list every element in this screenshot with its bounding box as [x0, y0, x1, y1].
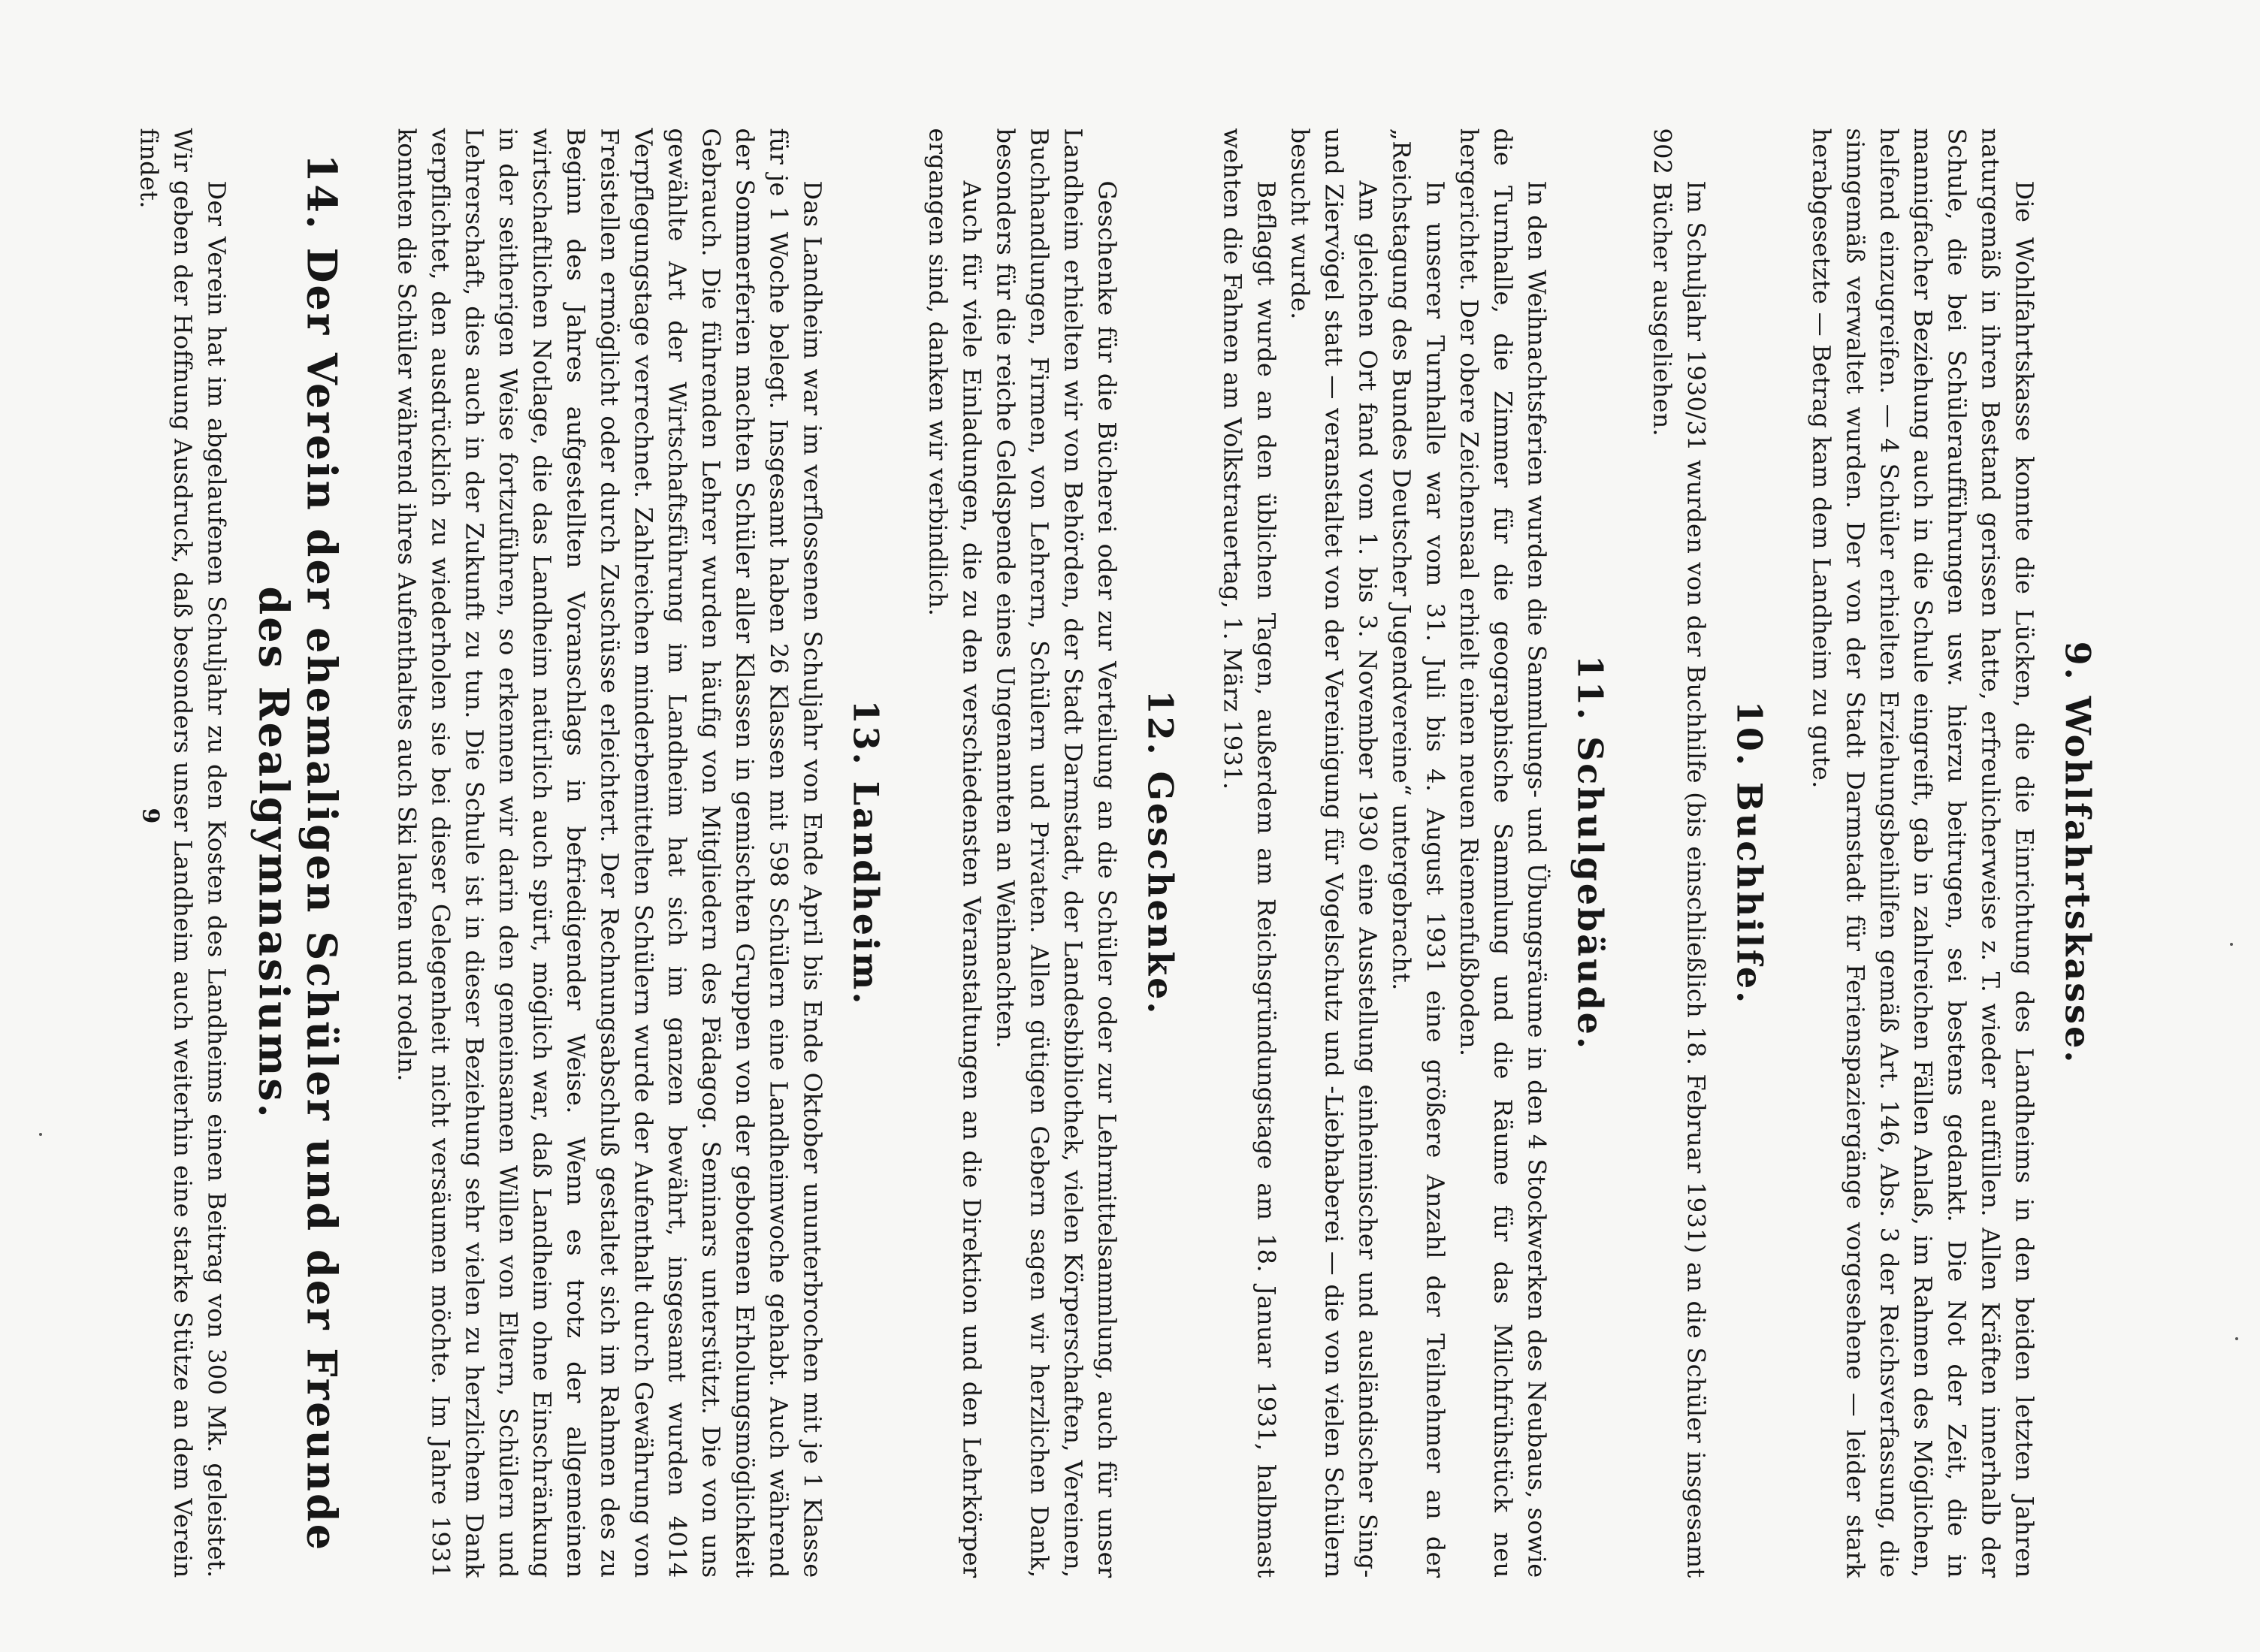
paragraph: Am gleichen Ort fand vom 1. bis 3. November 1930 eine Ausstellung einheimischer und ausländischer Sing- und Ziervögel statt — veranstaltet von der Vereinigung für Vogelschutz und -Liebhaberei — die von vielen Schülern besucht wurde. [1286, 128, 1382, 1578]
section-heading: 12. Geschenke. [1140, 690, 1181, 1016]
paragraph: Der Verein hat im abgelaufenen Schuljahr zu den Kosten des Landheims einen Beitrag von 300 Mk. geleistet. Wir geben der Hoffnung Ausdruck, daß besonders unser Landheim auch weiterhin eine starke Stütze an dem Verein findet. [134, 128, 231, 1578]
text-column [98, 128, 2098, 1578]
paragraph: Das Landheim war im verflossenen Schuljahr von Ende April bis Ende Oktober ununterbrochen mit je 1 Klasse für je 1 Woche belegt. Insgesamt haben 26 Klassen mit 598 Schülern eine Landheimwoche gehabt. Auch während der Sommerferien machten Schüler aller Klassen in gemischten Gruppen von der gebotenen Erholungsmöglichkeit Gebrauch. Die führenden Lehrer wurden häufig von Mitgliedern des Pädagog. Seminars unterstützt. Die von uns gewählte Art der Wirtschaftsführung im Landheim hat sich im ganzen bewährt, insgesamt wurden 4014 Verpflegungstage verrechnet. Zahlreichen minderbemittelten Schülern wurde der Aufenthalt durch Gewährung von Freistellen ermöglicht oder durch Zuschüsse erleichtert. Der Rechnungsabschluß gestaltet sich im Rahmen des zu Beginn des Jahres aufgestellten Voranschlags in befriedigender Weise. Wenn es trotz der allgemeinen wirtschaftlichen Notlage, die das Landheim natürlich auch spürt, möglich war, daß Landheim ohne Einschränkung in der seitherigen Weise fortzuführen, so erkennen wir darin den gemeinsamen Willen von Eltern, Schülern und Lehrerschaft, dies auch in der Zukunft zu tun. Die Schule ist in dieser Beziehung sehr vielen zu herzlichem Dank verpflichtet, den ausdrücklich zu wiederholen sie bei dieser Gelegenheit nicht versäumen möchte. Im Jahre 1931 konnten die Schüler während ihres Aufenthaltes auch Ski laufen und rodeln. [392, 128, 827, 1578]
page-number: 9 [137, 808, 164, 824]
section-verein [132, 128, 346, 1578]
paragraph: In unserer Turnhalle war vom 31. Juli bis 4. August 1931 eine größere Anzahl der Teilnehmer an der „Reichstagung des Bundes Deutscher Jugendvereine“ untergebracht. [1387, 128, 1450, 1578]
section-buchhilfe [1645, 128, 1770, 1578]
document-page [0, 1, 2260, 1652]
section-heading: 14. Der Verein der ehemaligen Schüler und der Freunde des Realgymnasiums. [249, 153, 346, 1553]
paragraph: Im Schuljahr 1930/31 wurden von der Buchhilfe (bis einschließlich 18. Februar 1931) an die Schüler insgesamt 902 Bücher ausgeliehen. [1648, 128, 1711, 1578]
paragraph: Geschenke für die Bücherei oder zur Verteilung an die Schüler oder zur Lehrmittelsammlung, auch für unser Landheim erhielten wir von Behörden, der Stadt Darmstadt, der Landesbibliothek, vielen Körperschaften, Vereinen, Buchhandlungen, Firmen, von Lehrern, Schülern und Privaten. Allen gütigen Gebern sagen wir herzlichen Dank, besonders für die reiche Geldspende eines Ungenannten an Weihnachten. [991, 128, 1122, 1578]
paragraph: Die Wohlfahrtskasse konnte die Lücken, die die Einrichtung des Landheims in den beiden letzten Jahren naturgemäß in ihren Bestand gerissen hatte, erfreulicherweise z. T. wieder auffüllen. Allen Kräften innerhalb der Schule, die bei Schüleraufführungen usw. hierzu beitrugen, sei bestens gedankt. Die Not der Zeit, die in mannigfacher Beziehung auch in die Schule eingreift, gab in zahlreichen Fällen Anlaß, im Rahmen des Möglichen, helfend einzugreifen. — 4 Schüler erhielten Erziehungsbeihilfen gemäß Art. 146, Abs. 3 der Reichsverfassung, die sinngemäß verwaltet wurden. Der von der Stadt Darmstadt für Ferienspaziergänge vorgesehene — leider stark herabgesetzte — Betrag kam dem Landheim zu gute. [1807, 128, 2039, 1578]
paragraph: Auch für viele Einladungen, die zu den verschiedensten Veranstaltungen an die Direktion und den Lehrkörper ergangen sind, danken wir verbindlich. [923, 128, 986, 1578]
scan-speck [2235, 1337, 2238, 1340]
section-heading: 11. Schulgebäude. [1570, 655, 1611, 1051]
paragraph: Beflaggt wurde an den üblichen Tagen, außerdem am Reichsgründungstage am 18. Januar 1931, halbmast wehten die Fahnen am Volkstrauertag, 1. März 1931. [1218, 128, 1281, 1578]
paragraph: In den Weihnachtsferien wurden die Sammlungs- und Übungsräume in den 4 Stockwerken des Neubaus, sowie die Turnhalle, die Zimmer für die geographische Sammlung und die Räume für das Milchfrühstück neu hergerichtet. Der obere Zeichensaal erhielt einen neuen Riemenfußboden. [1455, 128, 1551, 1578]
section-wohlfahrtskasse [1805, 128, 2098, 1578]
section-heading: 9. Wohlfahrtskasse. [2057, 641, 2098, 1065]
section-schulgebaeude [1216, 128, 1611, 1578]
section-landheim [390, 128, 887, 1578]
section-heading: 10. Buchhilfe. [1729, 700, 1770, 1006]
section-heading: 13. Landheim. [845, 699, 887, 1007]
section-geschenke [921, 128, 1181, 1578]
scan-speck [2230, 943, 2233, 946]
scan-speck [39, 1133, 42, 1136]
